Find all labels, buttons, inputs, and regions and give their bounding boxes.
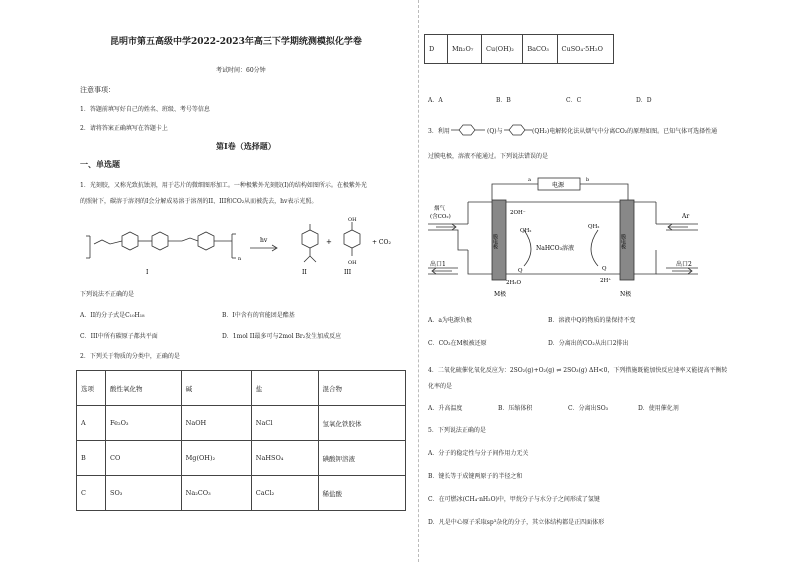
q3-q-label: (Q)与 bbox=[487, 128, 503, 135]
notice-1: 1．答题前填写好自己的姓名、班级、考号等信息 bbox=[80, 106, 210, 113]
table-cell: BaCO₃ bbox=[523, 35, 557, 64]
q2-stem: 2．下列关于物质的分类中，正确的是 bbox=[80, 353, 180, 360]
n-membrane-label: 膜电极 bbox=[620, 234, 626, 249]
q3-stem-line2: 过膜电极，溶液不能通过。下列说法错误的是 bbox=[428, 153, 549, 160]
q1-option-d: D．1mol II最多可与2mol Br₂发生加成反应 bbox=[222, 333, 342, 340]
m-pole-label: M极 bbox=[494, 291, 507, 298]
q1-option-a: A．II的分子式是C₁₀H₁₈ bbox=[80, 312, 145, 319]
table-cell: 酸性氧化物 bbox=[106, 371, 182, 406]
n-pole-label: N极 bbox=[620, 291, 632, 298]
n-label: n bbox=[238, 256, 242, 262]
table-cell: A bbox=[77, 406, 106, 441]
q5-option-d: D．凡是中心原子采取sp³杂化的分子，其立体结构都是正四面体形 bbox=[428, 519, 605, 526]
q3-option-b: B．溶液中Q的物质的量保持不变 bbox=[548, 317, 636, 324]
table-cell: 碘酸钾溶液 bbox=[318, 441, 405, 476]
terminal-a-label: a bbox=[528, 177, 531, 183]
classification-table-continued bbox=[424, 34, 614, 64]
proton-label: 2H⁺ bbox=[600, 278, 612, 284]
q5-stem: 5．下列说法正确的是 bbox=[428, 427, 486, 434]
table-cell: 盐 bbox=[251, 371, 318, 406]
quinone-structure-icon bbox=[449, 122, 489, 138]
q4-option-c: C．分离出SO₃ bbox=[568, 405, 609, 412]
exam-time: 考试时间：60分钟 bbox=[216, 67, 266, 74]
outlet1-label: 出口1 bbox=[430, 261, 446, 268]
m-membrane-label: 膜电极 bbox=[492, 234, 498, 249]
table-cell: Cu(OH)₂ bbox=[482, 35, 523, 64]
notice-2: 2．请将答案正确填写在答题卡上 bbox=[80, 125, 168, 132]
label-II: II bbox=[302, 269, 307, 276]
hydroquinone-structure-icon bbox=[504, 122, 532, 138]
table-cell: Fe₂O₃ bbox=[106, 406, 182, 441]
classification-table bbox=[76, 370, 406, 511]
table-cell: CaCl₂ bbox=[251, 476, 318, 511]
table-row bbox=[77, 476, 406, 511]
q4-stem-line1: 4．二氧化硫催化氧化反应为：2SO₂(g)+O₂(g) ⇌ 2SO₃(g) ΔH<0，下列措施既能加快反应速率又能提高平衡转 bbox=[428, 367, 728, 374]
table-cell: CO bbox=[106, 441, 182, 476]
q4-stem-line2: 化率的是 bbox=[428, 383, 453, 390]
q2-option-a: A．A bbox=[428, 97, 443, 104]
q4-option-a: A．升高温度 bbox=[428, 405, 463, 412]
table-row bbox=[77, 406, 406, 441]
table-cell: D bbox=[425, 35, 448, 64]
table-cell: C bbox=[77, 476, 106, 511]
q1-option-c: C．III中所有碳原子都共平面 bbox=[80, 333, 158, 340]
table-row bbox=[425, 35, 614, 64]
hydroxide-label: 2OH⁻ bbox=[510, 210, 526, 216]
table-cell: 碱 bbox=[181, 371, 251, 406]
outlet2-label: 出口2 bbox=[676, 261, 692, 268]
label-I: I bbox=[146, 269, 149, 276]
section-heading: 第I卷（选择题） bbox=[216, 141, 276, 151]
q1-structure-diagram bbox=[82, 214, 412, 276]
co2-label: + CO₂ bbox=[372, 239, 391, 246]
hv-label: hv bbox=[260, 237, 268, 244]
q2-option-d: D．D bbox=[636, 97, 652, 104]
table-cell: CuSO₄·5H₂O bbox=[557, 35, 613, 64]
q2-option-b: B．B bbox=[496, 97, 511, 104]
page-title: 昆明市第五高级中学2022-2023年高三下学期统测模拟化学卷 bbox=[110, 37, 362, 47]
electrolysis-diagram bbox=[428, 170, 718, 300]
table-header-row bbox=[77, 371, 406, 406]
q1-stem-line2: 的照射下，碳溶于溶剂的I会分解成易溶于溶剂的II、III和CO₂从而被洗去，hv表示光照。 bbox=[80, 198, 318, 205]
terminal-b-label: b bbox=[586, 177, 590, 183]
qh2-right-label: QH₂ bbox=[588, 224, 600, 230]
flue-gas-co2-label: (含CO₂) bbox=[430, 214, 451, 220]
table-cell: 混合物 bbox=[318, 371, 405, 406]
notice-title: 注意事项： bbox=[80, 86, 115, 94]
table-cell: 氢氧化铁胶体 bbox=[318, 406, 405, 441]
water-label: 2H₂O bbox=[506, 280, 522, 286]
table-cell: NaCl bbox=[251, 406, 318, 441]
oh-bottom-label: OH bbox=[348, 260, 357, 266]
table-cell: Na₂CO₃ bbox=[181, 476, 251, 511]
table-cell: 选项 bbox=[77, 371, 106, 406]
q1-option-b: B．I中含有的官能团是酯基 bbox=[222, 312, 295, 319]
page-fold-line bbox=[418, 0, 419, 562]
flue-gas-label: 烟气 bbox=[434, 206, 446, 212]
q4-option-d: D．使用催化剂 bbox=[638, 405, 679, 412]
q5-option-b: B．键长等于成键两原子的半径之和 bbox=[428, 473, 523, 480]
q5-option-a: A．分子的稳定性与分子间作用力无关 bbox=[428, 450, 529, 457]
qh2-left-label: QH₂ bbox=[520, 228, 532, 234]
table-cell: SO₃ bbox=[106, 476, 182, 511]
q2-option-c: C．C bbox=[566, 97, 582, 104]
q3-option-a: A．a为电源负极 bbox=[428, 317, 472, 324]
q3-stem-start: 3．利用 bbox=[428, 128, 450, 135]
solution-label: NaHCO₃溶液 bbox=[536, 245, 574, 252]
q5-option-c: C．在可燃冰(CH₄·nH₂O)中，甲烷分子与水分子之间形成了氢键 bbox=[428, 496, 600, 503]
q4-option-b: B．压缩体积 bbox=[498, 405, 533, 412]
q-right-label: Q bbox=[602, 266, 607, 272]
oh-top-label: OH bbox=[348, 217, 357, 223]
q3-option-d: D．分离出的CO₂从出口2排出 bbox=[548, 340, 629, 347]
q1-stem-line1: 1．光刻胶，又称光致抗蚀剂，用于芯片的微细图形加工。一种极紫外光刻胶(I)的结构如图所示。在极紫外光 bbox=[80, 182, 367, 189]
q1-prompt: 下列说法不正确的是 bbox=[80, 291, 135, 298]
q-left-label: Q bbox=[518, 268, 523, 274]
table-row bbox=[77, 441, 406, 476]
part-heading: 一、单选题 bbox=[80, 159, 120, 169]
table-cell: B bbox=[77, 441, 106, 476]
table-cell: NaOH bbox=[181, 406, 251, 441]
table-cell: 稀盐酸 bbox=[318, 476, 405, 511]
label-III: III bbox=[344, 269, 352, 276]
plus-sign: + bbox=[326, 238, 332, 246]
table-cell: Mg(OH)₂ bbox=[181, 441, 251, 476]
table-cell: Mn₂O₇ bbox=[448, 35, 482, 64]
q3-stem-rest: (QH₂)电解转化法从烟气中分离CO₂的原理如图。已知气体可选择性通 bbox=[532, 128, 718, 135]
ar-label: Ar bbox=[682, 213, 690, 220]
q3-option-c: C．CO₂在M极被还原 bbox=[428, 340, 487, 347]
power-label: 电源 bbox=[552, 182, 565, 189]
table-cell: NaHSO₄ bbox=[251, 441, 318, 476]
